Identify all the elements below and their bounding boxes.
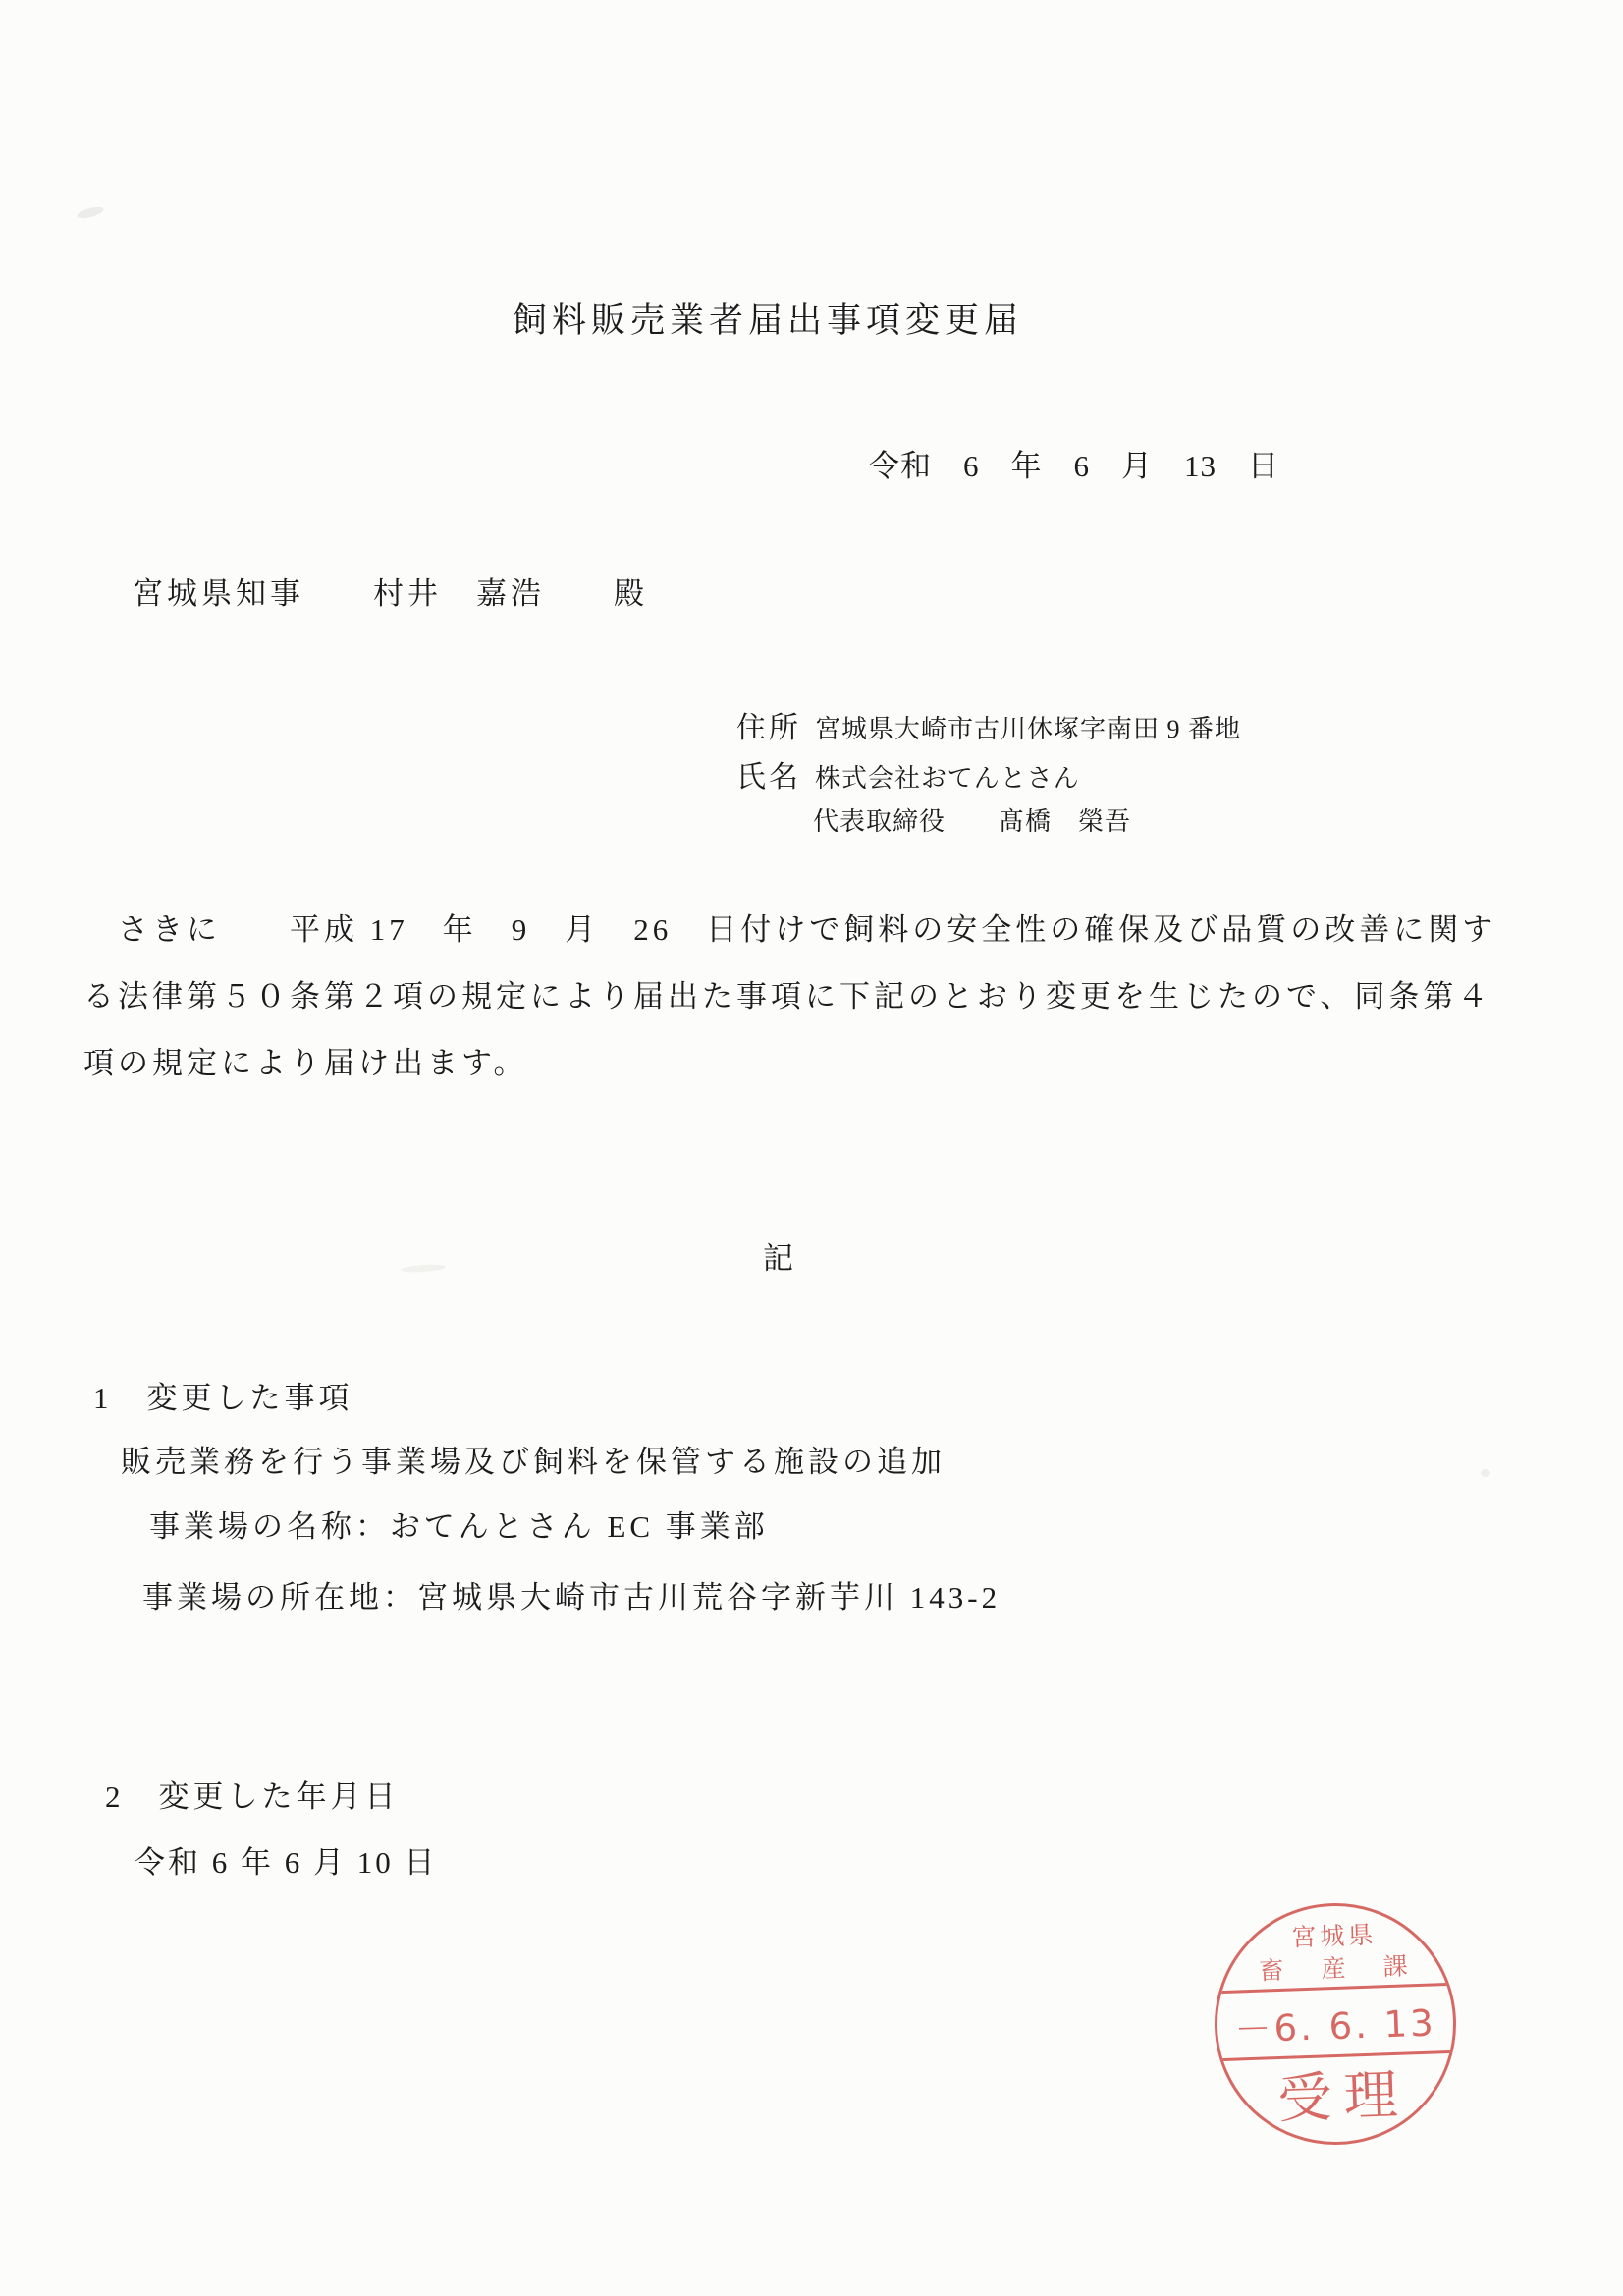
section-1-business-address: 事業場の所在地：宮城県大崎市古川荒谷字新芋川 143-2 bbox=[142, 1580, 1001, 1614]
address-value: 宮城県大崎市古川休塚字南田 9 番地 bbox=[815, 715, 1242, 743]
addressee-line: 宮城県知事 村井 嘉浩 殿 bbox=[133, 576, 648, 611]
submitter-block bbox=[736, 703, 1241, 850]
body-line: 項の規定により届け出ます。 bbox=[83, 1046, 528, 1080]
company-name: 株式会社おてんとさん bbox=[815, 764, 1080, 793]
stamp-accepted-text: 受理 bbox=[1276, 2064, 1411, 2130]
section-2-heading: 2 変更した年月日 bbox=[105, 1779, 400, 1814]
section-1-heading: 1 変更した事項 bbox=[93, 1381, 353, 1415]
representative-row bbox=[813, 801, 1241, 850]
section-2-change-date: 令和 6 年 6 月 10 日 bbox=[135, 1845, 438, 1880]
address-label: 住所 bbox=[736, 712, 801, 744]
submitter-name-row bbox=[736, 752, 1241, 801]
scan-artifact bbox=[76, 205, 104, 221]
issue-date: 令和 6 年 6 月 13 日 bbox=[869, 449, 1279, 483]
stamp-date-text: －6. 6. 13 bbox=[1233, 2001, 1437, 2051]
stamp-department-text: 畜 産 課 bbox=[1258, 1952, 1425, 1986]
reception-stamp bbox=[1211, 1899, 1460, 2149]
name-label: 氏名 bbox=[736, 761, 801, 793]
document-title: 飼料販売業者届出事項変更届 bbox=[513, 301, 1024, 340]
stamp-prefecture-text: 宮城県 bbox=[1290, 1922, 1378, 1952]
body-paragraph bbox=[83, 897, 1496, 1097]
representative-name: 代表取締役 髙橋 榮吾 bbox=[813, 807, 1132, 836]
section-1-change-description: 販売業務を行う事業場及び飼料を保管する施設の追加 bbox=[121, 1445, 946, 1479]
scan-artifact bbox=[401, 1263, 446, 1273]
submitter-address-row bbox=[736, 703, 1241, 752]
body-line: さきに 平成 17 年 9 月 26 日付けで飼料の安全性の確保及び品質の改善に関す bbox=[83, 912, 1497, 947]
body-line: る法律第５０条第２項の規定により届出た事項に下記のとおり変更を生じたので、同条第４ bbox=[83, 979, 1492, 1013]
scan-artifact bbox=[1481, 1469, 1490, 1477]
record-marker: 記 bbox=[763, 1241, 797, 1276]
section-1-business-name: 事業場の名称：おてんとさん EC 事業部 bbox=[149, 1509, 769, 1544]
